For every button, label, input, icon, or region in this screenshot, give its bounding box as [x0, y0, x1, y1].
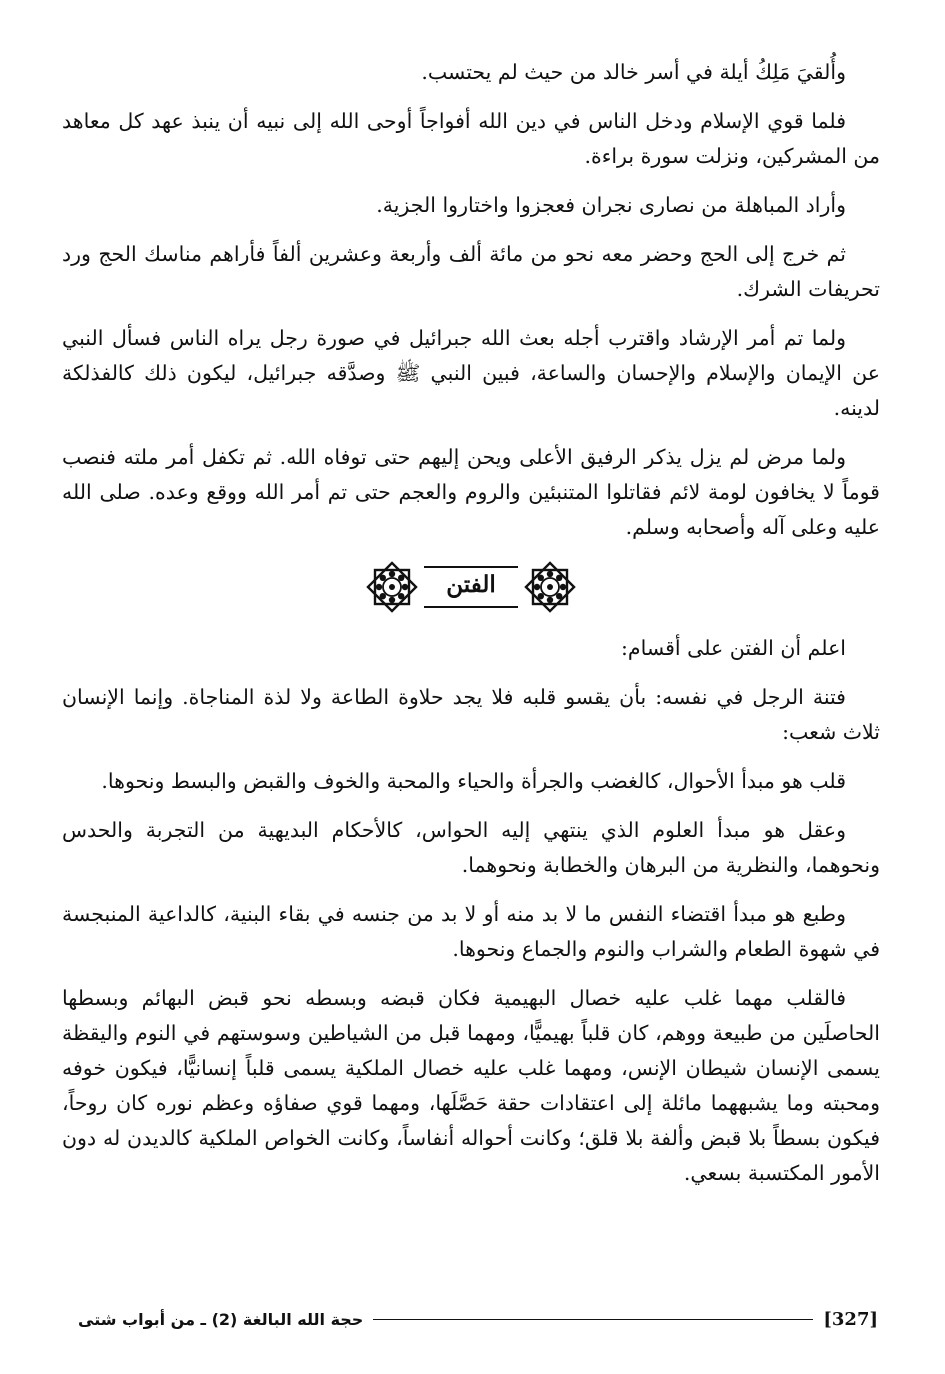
page-number: [327]	[823, 1308, 878, 1330]
book-title: حجة الله البالغة (2) ـ من أبواب شتى	[78, 1309, 364, 1329]
eight-point-star-ornament-icon	[524, 561, 576, 613]
page-body	[62, 55, 880, 1205]
paragraph-heart: قلب هو مبدأ الأحوال، كالغضب والجرأة والحياء والمحبة والخوف والقبض والبسط ونحوها.	[101, 769, 846, 793]
paragraph-surat-baraa: فلما قوي الإسلام ودخل الناس في دين الله أفواجاً أوحى الله إلى نبيه أن ينبذ عهد كل معاهد من المشركين، ونزلت سورة براءة.	[62, 109, 880, 168]
paragraph-fitan-intro: اعلم أن الفتن على أقسام:	[620, 636, 846, 660]
page-footer	[78, 1302, 878, 1336]
paragraph-fitna-self: فتنة الرجل في نفسه: بأن يقسو قلبه فلا يجد حلاوة الطاعة ولا لذة المناجاة. وإنما الإنسان ثلاث شعب:	[62, 685, 880, 744]
section-title: الفتن	[424, 566, 518, 608]
paragraph-heart-types: فالقلب مهما غلب عليه خصال البهيمية فكان قبضه وبسطه نحو قبض البهائم وبسطها الحاصلَين من طبيعة ووهم، كان قلباً بهيميًّا، ومهما قبل من الشياطين وسوستهم في النوم واليقظة يسمى الإنسان شيطان الإنس، ومهما غلب عليه خصال الملكية يسمى قلباً إنسانيًّا، فيكون خوفه ومحبته وما يشبههما مائلة إلى اعتقادات حقة حَصَّلَها، ومهما قوي صفاؤه وعظم نوره كان روحاً، فيكون بسطاً بلا قبض وألفة بلا قلق؛ وكانت أحواله أنفاساً، وكانت الخواص الملكية كالديدن له دون الأمور المكتسبة بسعي.	[62, 986, 880, 1185]
paragraph-jibril-hadith: ولما تم أمر الإرشاد واقترب أجله بعث الله جبرائيل في صورة رجل يراه الناس فسأل النبي عن الإيمان والإسلام والإحسان والساعة، فبين النبي ﷺ وصدَّقه جبرائيل، ليكون ذلك كالفذلكة لدينه.	[62, 326, 880, 420]
paragraph-intellect: وعقل هو مبدأ العلوم الذي ينتهي إليه الحواس، كالأحكام البديهية من التجربة والحدس ونحوهما، والنظرية من البرهان والخطابة ونحوهما.	[62, 818, 880, 877]
paragraph-prophet-death: ولما مرض لم يزل يذكر الرفيق الأعلى ويحن إليهم حتى توفاه الله. ثم تكفل أمر ملته فنصب قوماً لا يخافون لومة لائم فقاتلوا المتنبئين والروم والعجم حتى تم أمر الله ووقع وعده. صلى الله عليه وعلى آله وأصحابه وسلم.	[62, 445, 880, 539]
eight-point-star-ornament-icon	[366, 561, 418, 613]
paragraph-captured-king: وأُلقيَ مَلِكُ أيلة في أسر خالد من حيث لم يحتسب.	[421, 60, 846, 84]
paragraph-hajj: ثم خرج إلى الحج وحضر معه نحو من مائة ألف وأربعة وعشرين ألفاً فأراهم مناسك الحج ورد تحريفات الشرك.	[62, 242, 880, 301]
section-heading	[62, 561, 880, 613]
paragraph-mubahala: وأراد المباهلة من نصارى نجران فعجزوا واختاروا الجزية.	[376, 193, 846, 217]
paragraph-nature: وطبع هو مبدأ اقتضاء النفس ما لا بد منه أو لا بد من جنسه في بقاء البنية، كالداعية المنبجسة في شهوة الطعام والشراب والنوم والجماع ونحوها.	[62, 902, 880, 961]
footer-rule	[373, 1319, 813, 1320]
